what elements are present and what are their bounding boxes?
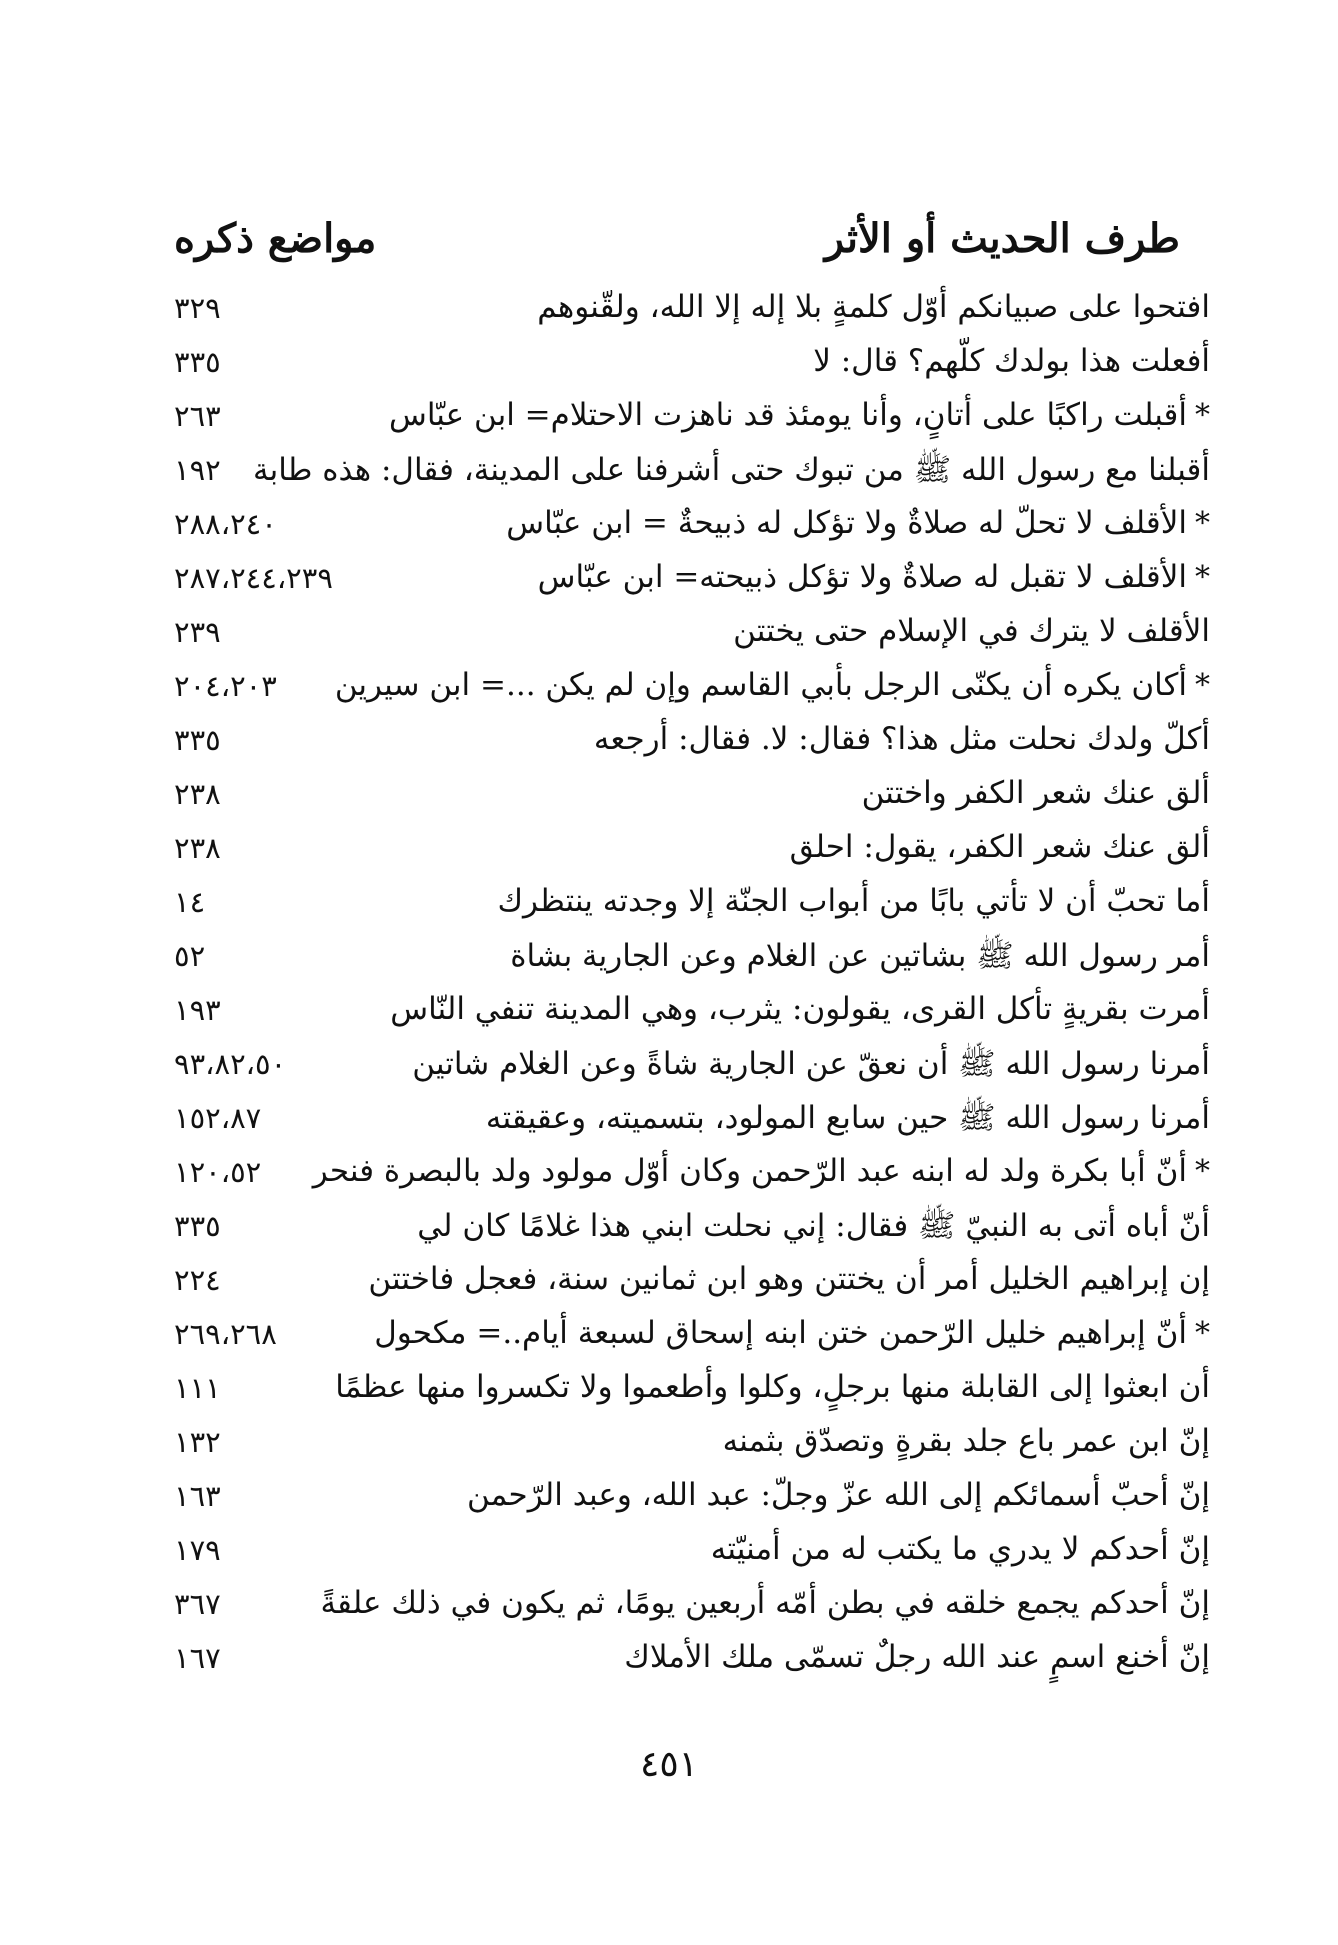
page-references: ١٦٣ bbox=[174, 1479, 221, 1513]
index-page bbox=[160, 215, 1210, 1691]
index-row bbox=[160, 1529, 1210, 1583]
index-row bbox=[160, 1043, 1210, 1097]
hadith-text bbox=[486, 1099, 1210, 1144]
hadith-text bbox=[510, 937, 1210, 982]
index-row bbox=[160, 503, 1210, 557]
index-row bbox=[160, 665, 1210, 719]
page-references: ٢٢٤ bbox=[174, 1263, 221, 1297]
hadith-text-content: الأقلف لا يترك في الإسلام حتى يختتن bbox=[733, 613, 1210, 649]
page-references: ١٥٢،٨٧ bbox=[174, 1101, 262, 1135]
hadith-text-content: أما تحبّ أن لا تأتي بابًا من أبواب الجنّة إلا وجدته ينتظرك bbox=[497, 883, 1210, 919]
hadith-text bbox=[711, 1531, 1210, 1567]
hadith-text bbox=[862, 775, 1210, 811]
athar-marker: * bbox=[1195, 560, 1210, 595]
page-references: ٢٦٣ bbox=[174, 399, 221, 433]
places-column-heading: مواضع ذكره bbox=[174, 215, 377, 262]
index-row bbox=[160, 1475, 1210, 1529]
index-row bbox=[160, 935, 1210, 989]
athar-marker: * bbox=[1195, 1154, 1210, 1189]
hadith-text-content: إن إبراهيم الخليل أمر أن يختتن وهو ابن ثمانين سنة، فعجل فاختتن bbox=[368, 1261, 1210, 1297]
hadith-text bbox=[320, 1585, 1210, 1621]
page-references: ٣٣٥ bbox=[174, 723, 221, 757]
index-row bbox=[160, 1421, 1210, 1475]
hadith-text bbox=[417, 1207, 1210, 1252]
page-references: ٥٢ bbox=[174, 939, 206, 973]
page-references: ١١١ bbox=[174, 1371, 221, 1405]
hadith-text-content: أنّ أباه أتى به النبيّ ﷺ فقال: إني نحلت ابني هذا غلامًا كان لي bbox=[417, 1208, 1210, 1244]
hadith-text bbox=[537, 289, 1210, 325]
page-number: ٤٥١ bbox=[639, 1744, 698, 1785]
hadith-text bbox=[538, 559, 1210, 595]
hadith-text-content: ألق عنك شعر الكفر، يقول: احلق bbox=[789, 829, 1210, 865]
hadith-text bbox=[253, 451, 1210, 496]
page-references: ٢٣٩ bbox=[174, 615, 221, 649]
page-references: ٢٣٨ bbox=[174, 777, 221, 811]
page-references: ٩٣،٨٢،٥٠ bbox=[174, 1047, 287, 1081]
athar-marker: * bbox=[1195, 668, 1210, 703]
hadith-text bbox=[374, 1315, 1210, 1351]
page-references: ١٣٢ bbox=[174, 1425, 221, 1459]
hadith-text bbox=[733, 613, 1210, 649]
hadith-text bbox=[813, 343, 1210, 379]
index-list bbox=[160, 287, 1210, 1691]
hadith-text bbox=[506, 505, 1210, 541]
index-row bbox=[160, 827, 1210, 881]
hadith-text-content: أمر رسول الله ﷺ بشاتين عن الغلام وعن الجارية بشاة bbox=[510, 938, 1210, 974]
index-row bbox=[160, 395, 1210, 449]
hadith-text-content: أمرنا رسول الله ﷺ أن نعقّ عن الجارية شاةً وعن الغلام شاتين bbox=[412, 1046, 1210, 1082]
hadith-text bbox=[368, 1261, 1210, 1297]
page-references: ٢٣٨ bbox=[174, 831, 221, 865]
page-references: ١٢٠،٥٢ bbox=[174, 1155, 262, 1189]
index-row bbox=[160, 773, 1210, 827]
page-references: ٣٦٧ bbox=[174, 1587, 221, 1621]
page-references: ١٩٣ bbox=[174, 993, 221, 1027]
hadith-text-content: أمرت بقريةٍ تأكل القرى، يقولون: يثرب، وهي المدينة تنفي النّاس bbox=[390, 991, 1210, 1027]
table-header bbox=[160, 215, 1210, 287]
index-row bbox=[160, 1313, 1210, 1367]
hadith-text bbox=[624, 1639, 1210, 1675]
index-row bbox=[160, 341, 1210, 395]
hadith-text bbox=[412, 1045, 1210, 1090]
page-references: ٣٢٩ bbox=[174, 291, 221, 325]
hadith-text-content: أكان يكره أن يكنّى الرجل بأبي القاسم وإن لم يكن ...= ابن سيرين bbox=[334, 667, 1187, 703]
page-references: ٢٨٧،٢٤٤،٢٣٩ bbox=[174, 561, 333, 595]
index-row bbox=[160, 989, 1210, 1043]
index-row bbox=[160, 1097, 1210, 1151]
page-references: ٢٨٨،٢٤٠ bbox=[174, 507, 277, 541]
hadith-text-content: أنّ إبراهيم خليل الرّحمن ختن ابنه إسحاق لسبعة أيام..= مكحول bbox=[374, 1315, 1187, 1351]
index-row bbox=[160, 881, 1210, 935]
athar-marker: * bbox=[1195, 506, 1210, 541]
hadith-text-content: أنّ أبا بكرة ولد له ابنه عبد الرّحمن وكان أوّل مولود ولد بالبصرة فنحر bbox=[312, 1153, 1187, 1189]
page-references: ٢٦٩،٢٦٨ bbox=[174, 1317, 277, 1351]
index-row bbox=[160, 611, 1210, 665]
athar-marker: * bbox=[1195, 1316, 1210, 1351]
hadith-text bbox=[497, 883, 1210, 919]
hadith-text bbox=[467, 1477, 1210, 1513]
page-references: ٣٣٥ bbox=[174, 345, 221, 379]
hadith-text-content: ألق عنك شعر الكفر واختتن bbox=[861, 775, 1210, 811]
index-row bbox=[160, 1637, 1210, 1691]
hadith-text bbox=[594, 721, 1210, 757]
hadith-text-content: أفعلت هذا بولدك كلّهم؟ قال: لا bbox=[813, 343, 1210, 379]
hadith-text-content: الأقلف لا تقبل له صلاةٌ ولا تؤكل ذبيحته= ابن عبّاس bbox=[537, 559, 1187, 595]
hadith-text bbox=[723, 1423, 1210, 1459]
hadith-text bbox=[313, 1153, 1210, 1189]
index-row bbox=[160, 449, 1210, 503]
hadith-text-content: إنّ أخنع اسمٍ عند الله رجلٌ تسمّى ملك الأملاك bbox=[624, 1639, 1210, 1675]
page-references: ١٧٩ bbox=[174, 1533, 221, 1567]
hadith-text-content: أن ابعثوا إلى القابلة منها برجلٍ، وكلوا وأطعموا ولا تكسروا منها عظمًا bbox=[335, 1369, 1210, 1405]
hadith-text bbox=[389, 397, 1210, 433]
hadith-text bbox=[390, 991, 1210, 1027]
index-row bbox=[160, 1205, 1210, 1259]
hadith-text-content: أقبلنا مع رسول الله ﷺ من تبوك حتى أشرفنا على المدينة، فقال: هذه طابة bbox=[253, 452, 1210, 488]
index-row bbox=[160, 1583, 1210, 1637]
hadith-text-content: الأقلف لا تحلّ له صلاةٌ ولا تؤكل له ذبيحةٌ = ابن عبّاس bbox=[506, 505, 1187, 541]
hadith-text-content: إنّ أحدكم لا يدري ما يكتب له من أمنيّته bbox=[710, 1531, 1210, 1567]
hadith-text-content: إنّ أحبّ أسمائكم إلى الله عزّ وجلّ: عبد الله، وعبد الرّحمن bbox=[467, 1477, 1210, 1513]
hadith-text-content: إنّ ابن عمر باع جلد بقرةٍ وتصدّق بثمنه bbox=[722, 1423, 1210, 1459]
index-row bbox=[160, 557, 1210, 611]
page-references: ١٩٢ bbox=[174, 453, 221, 487]
index-row bbox=[160, 1151, 1210, 1205]
hadith-text bbox=[335, 667, 1210, 703]
page-references: ٢٠٤،٢٠٣ bbox=[174, 669, 277, 703]
page-references: ٣٣٥ bbox=[174, 1209, 221, 1243]
index-row bbox=[160, 1367, 1210, 1421]
index-row bbox=[160, 719, 1210, 773]
athar-marker: * bbox=[1195, 398, 1210, 433]
index-row bbox=[160, 1259, 1210, 1313]
page-references: ١٦٧ bbox=[174, 1641, 221, 1675]
page-references: ١٤ bbox=[174, 885, 206, 919]
hadith-text-content: أقبلت راكبًا على أتانٍ، وأنا يومئذ قد ناهزت الاحتلام= ابن عبّاس bbox=[388, 397, 1187, 433]
hadith-text-content: أكلّ ولدك نحلت مثل هذا؟ فقال: لا. فقال: أرجعه bbox=[593, 721, 1210, 757]
hadith-text bbox=[790, 829, 1210, 865]
hadith-text bbox=[335, 1369, 1210, 1405]
hadith-column-heading: طرف الحديث أو الأثر bbox=[824, 215, 1180, 262]
hadith-text-content: أمرنا رسول الله ﷺ حين سابع المولود، بتسميته، وعقيقته bbox=[485, 1100, 1210, 1136]
hadith-text-content: افتحوا على صبيانكم أوّل كلمةٍ بلا إله إلا الله، ولقّنوهم bbox=[537, 289, 1210, 325]
index-row bbox=[160, 287, 1210, 341]
hadith-text-content: إنّ أحدكم يجمع خلقه في بطن أمّه أربعين يومًا، ثم يكون في ذلك علقةً bbox=[320, 1585, 1210, 1621]
